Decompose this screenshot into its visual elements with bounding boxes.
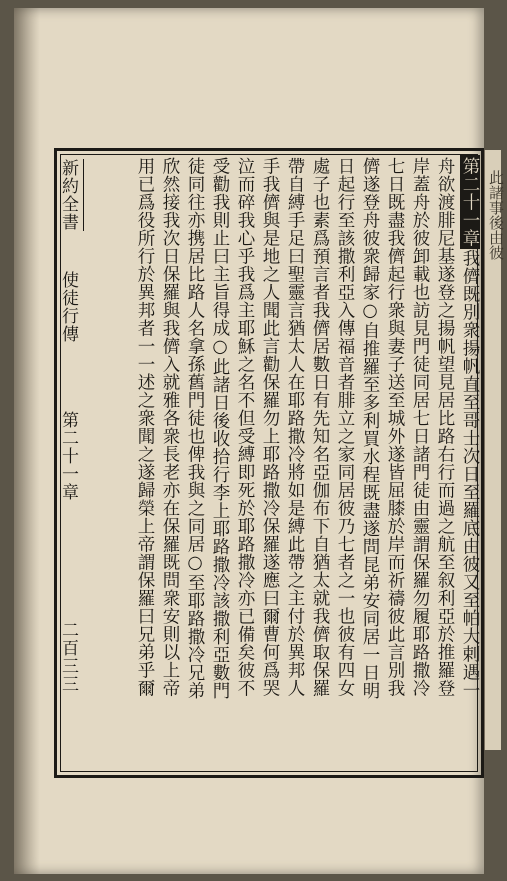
chapter-marker: 第二十一章: [460, 157, 480, 247]
text-column-11: [209, 157, 231, 700]
page-number-wrap: [59, 621, 83, 693]
text-column-13: [159, 157, 181, 697]
text-column-3: [409, 157, 431, 697]
column-text-7: 處子也素爲預言者我儕居數日有先知名亞伽布下自猶太就我儕取保羅: [310, 157, 330, 697]
next-page-fragment: 此諸事後由彼: [487, 170, 505, 260]
column-text-5: 儕遂登舟彼衆歸家○自推羅至多利買水程既盡遂問昆弟安同居一日明: [360, 157, 380, 700]
column-text-13: 欣然接我次日保羅與我儕入就雅各衆長老亦在保羅既問衆安則以上帝: [160, 157, 180, 697]
text-column-5: [359, 157, 381, 700]
book-title: 新約全書: [58, 159, 78, 231]
column-text-6: 日起行至該撒利亞入傳福音者腓立之家同居彼乃七者之一也彼有四女: [335, 157, 355, 697]
text-column-4: [384, 157, 406, 697]
next-page-edge: [484, 150, 505, 750]
book-page: [14, 8, 484, 874]
section-title-wrap: [59, 271, 83, 343]
text-column-8: [284, 157, 306, 697]
column-text-3: 岸蓋舟於彼卸載也訪見門徒同居七日諸門徒由靈謂保羅勿履耶路撒冷: [410, 157, 430, 697]
column-text-1: 我儕既別衆揚帆直至哥士次日至羅底由彼又至帕大剌遇一: [460, 249, 480, 699]
column-text-9: 手我儕與是地之人聞此言勸保羅勿上耶路撒冷保羅遂應曰爾曹何爲哭: [260, 157, 280, 697]
text-column-6: [334, 157, 356, 697]
text-column-9: [259, 157, 281, 697]
chapter-label: 第二十一章: [58, 411, 78, 501]
running-header: [59, 159, 84, 231]
column-text-4: 七日既盡我儕起行衆與妻子送至城外遂皆屈膝於岸而祈禱彼此言別我: [385, 157, 405, 697]
page-number: 二百三三: [58, 621, 78, 693]
text-column-2: [434, 157, 456, 697]
column-text-11: 受勸我則止曰主旨得成○此諸日後收拾行李上耶路撒冷該撒利亞數門: [210, 157, 230, 700]
text-column-12: [184, 157, 206, 700]
text-frame: [54, 148, 484, 778]
column-text-10: 泣而碎我心乎我爲主耶穌之名不但受縛即死於耶路撒冷亦已備矣彼不: [235, 157, 255, 697]
column-text-8: 帶自縛手足曰聖靈言猶太人在耶路撒冷將如是縛此帶之主付於異邦人: [285, 157, 305, 697]
column-text-12: 徒同往亦携居比路人名拿孫舊門徒也俾我與之同居○至耶路撒冷兄弟: [185, 157, 205, 700]
chapter-label-wrap: [59, 411, 83, 501]
text-column-14: [134, 157, 156, 697]
text-column-10: [234, 157, 256, 697]
text-column-1: [459, 155, 481, 699]
spine-shadow: [14, 8, 40, 874]
section-title: 使徒行傳: [58, 271, 78, 343]
text-column-7: [309, 157, 331, 697]
column-text-2: 舟欲渡腓尼基遂登之揚帆望見居比路右行而過之航至叙利亞於推羅登: [435, 157, 455, 697]
column-text-14: 用已爲役所行於異邦者一一述之衆聞之遂歸榮上帝謂保羅曰兄弟乎爾: [135, 157, 155, 697]
